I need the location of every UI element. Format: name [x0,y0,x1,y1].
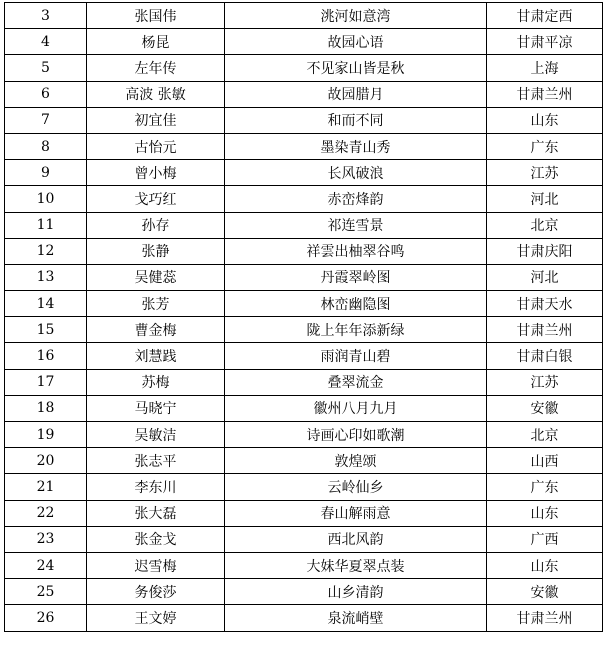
work-title-cell: 西北风韵 [225,526,487,552]
table-row [5,81,603,107]
author-name-cell: 吴敏洁 [87,422,225,448]
table-row [5,264,603,290]
author-region-cell: 山东 [487,552,603,578]
author-name-cell: 迟雪梅 [87,552,225,578]
author-name-cell: 曾小梅 [87,160,225,186]
work-title-cell: 叠翠流金 [225,369,487,395]
author-region-cell: 山西 [487,448,603,474]
row-number-cell: 8 [5,133,87,159]
work-title-cell: 和而不同 [225,107,487,133]
work-title-cell: 祁连雪景 [225,212,487,238]
author-name-cell: 吴健蕊 [87,264,225,290]
table-row [5,579,603,605]
work-title-cell: 赤峦烽韵 [225,186,487,212]
author-name-cell: 曹金梅 [87,317,225,343]
author-name-cell: 张芳 [87,291,225,317]
row-number-cell: 26 [5,605,87,631]
row-number-cell: 15 [5,317,87,343]
author-name-cell: 苏梅 [87,369,225,395]
table-row [5,448,603,474]
author-region-cell: 河北 [487,264,603,290]
work-title-cell: 山乡清韵 [225,579,487,605]
table-row [5,369,603,395]
table-row [5,107,603,133]
works-table-body [5,3,603,632]
author-name-cell: 王文婷 [87,605,225,631]
author-region-cell: 广东 [487,133,603,159]
author-region-cell: 北京 [487,422,603,448]
author-region-cell: 山东 [487,500,603,526]
row-number-cell: 19 [5,422,87,448]
table-row [5,552,603,578]
row-number-cell: 21 [5,474,87,500]
row-number-cell: 16 [5,343,87,369]
table-row [5,500,603,526]
author-region-cell: 广东 [487,474,603,500]
author-region-cell: 山东 [487,107,603,133]
author-region-cell: 甘肃兰州 [487,81,603,107]
table-row [5,526,603,552]
author-name-cell: 张国伟 [87,3,225,29]
row-number-cell: 25 [5,579,87,605]
table-row [5,395,603,421]
row-number-cell: 22 [5,500,87,526]
table-row [5,3,603,29]
work-title-cell: 云岭仙乡 [225,474,487,500]
works-table [4,2,603,632]
author-region-cell: 甘肃兰州 [487,605,603,631]
author-region-cell: 北京 [487,212,603,238]
row-number-cell: 5 [5,55,87,81]
work-title-cell: 林峦幽隐图 [225,291,487,317]
row-number-cell: 10 [5,186,87,212]
work-title-cell: 春山解雨意 [225,500,487,526]
author-name-cell: 张大磊 [87,500,225,526]
work-title-cell: 墨染青山秀 [225,133,487,159]
row-number-cell: 3 [5,3,87,29]
author-region-cell: 甘肃定西 [487,3,603,29]
author-region-cell: 江苏 [487,160,603,186]
row-number-cell: 12 [5,238,87,264]
table-row [5,186,603,212]
table-row [5,474,603,500]
work-title-cell: 陇上年年添新绿 [225,317,487,343]
author-region-cell: 安徽 [487,395,603,421]
work-title-cell: 洮河如意湾 [225,3,487,29]
table-row [5,55,603,81]
author-name-cell: 左年传 [87,55,225,81]
row-number-cell: 4 [5,29,87,55]
row-number-cell: 7 [5,107,87,133]
table-row [5,133,603,159]
table-row [5,605,603,631]
table-row [5,238,603,264]
row-number-cell: 6 [5,81,87,107]
row-number-cell: 24 [5,552,87,578]
table-row [5,160,603,186]
work-title-cell: 丹霞翠岭图 [225,264,487,290]
author-name-cell: 初宜佳 [87,107,225,133]
row-number-cell: 13 [5,264,87,290]
work-title-cell: 长风破浪 [225,160,487,186]
table-row [5,422,603,448]
work-title-cell: 诗画心印如歌潮 [225,422,487,448]
work-title-cell: 徽州八月九月 [225,395,487,421]
row-number-cell: 23 [5,526,87,552]
work-title-cell: 故园腊月 [225,81,487,107]
author-region-cell: 甘肃庆阳 [487,238,603,264]
work-title-cell: 不见家山皆是秋 [225,55,487,81]
table-row [5,343,603,369]
work-title-cell: 雨润青山碧 [225,343,487,369]
work-title-cell: 故园心语 [225,29,487,55]
author-region-cell: 上海 [487,55,603,81]
author-name-cell: 高波 张敏 [87,81,225,107]
author-region-cell: 江苏 [487,369,603,395]
row-number-cell: 20 [5,448,87,474]
work-title-cell: 大妹华夏翠点装 [225,552,487,578]
author-region-cell: 广西 [487,526,603,552]
work-title-cell: 泉流峭壁 [225,605,487,631]
author-region-cell: 甘肃天水 [487,291,603,317]
table-row [5,291,603,317]
row-number-cell: 9 [5,160,87,186]
row-number-cell: 17 [5,369,87,395]
author-name-cell: 马晓宁 [87,395,225,421]
author-name-cell: 戈巧红 [87,186,225,212]
author-name-cell: 杨昆 [87,29,225,55]
table-row [5,317,603,343]
work-title-cell: 祥雲出柚翠谷鸣 [225,238,487,264]
row-number-cell: 11 [5,212,87,238]
author-region-cell: 甘肃兰州 [487,317,603,343]
author-name-cell: 务俊莎 [87,579,225,605]
author-name-cell: 孙存 [87,212,225,238]
author-name-cell: 张志平 [87,448,225,474]
author-region-cell: 甘肃白银 [487,343,603,369]
author-name-cell: 李东川 [87,474,225,500]
author-region-cell: 甘肃平凉 [487,29,603,55]
table-row [5,212,603,238]
author-name-cell: 张静 [87,238,225,264]
row-number-cell: 14 [5,291,87,317]
author-name-cell: 刘慧践 [87,343,225,369]
author-region-cell: 河北 [487,186,603,212]
work-title-cell: 敦煌颂 [225,448,487,474]
table-row [5,29,603,55]
row-number-cell: 18 [5,395,87,421]
author-region-cell: 安徽 [487,579,603,605]
author-name-cell: 张金戈 [87,526,225,552]
author-name-cell: 古怡元 [87,133,225,159]
